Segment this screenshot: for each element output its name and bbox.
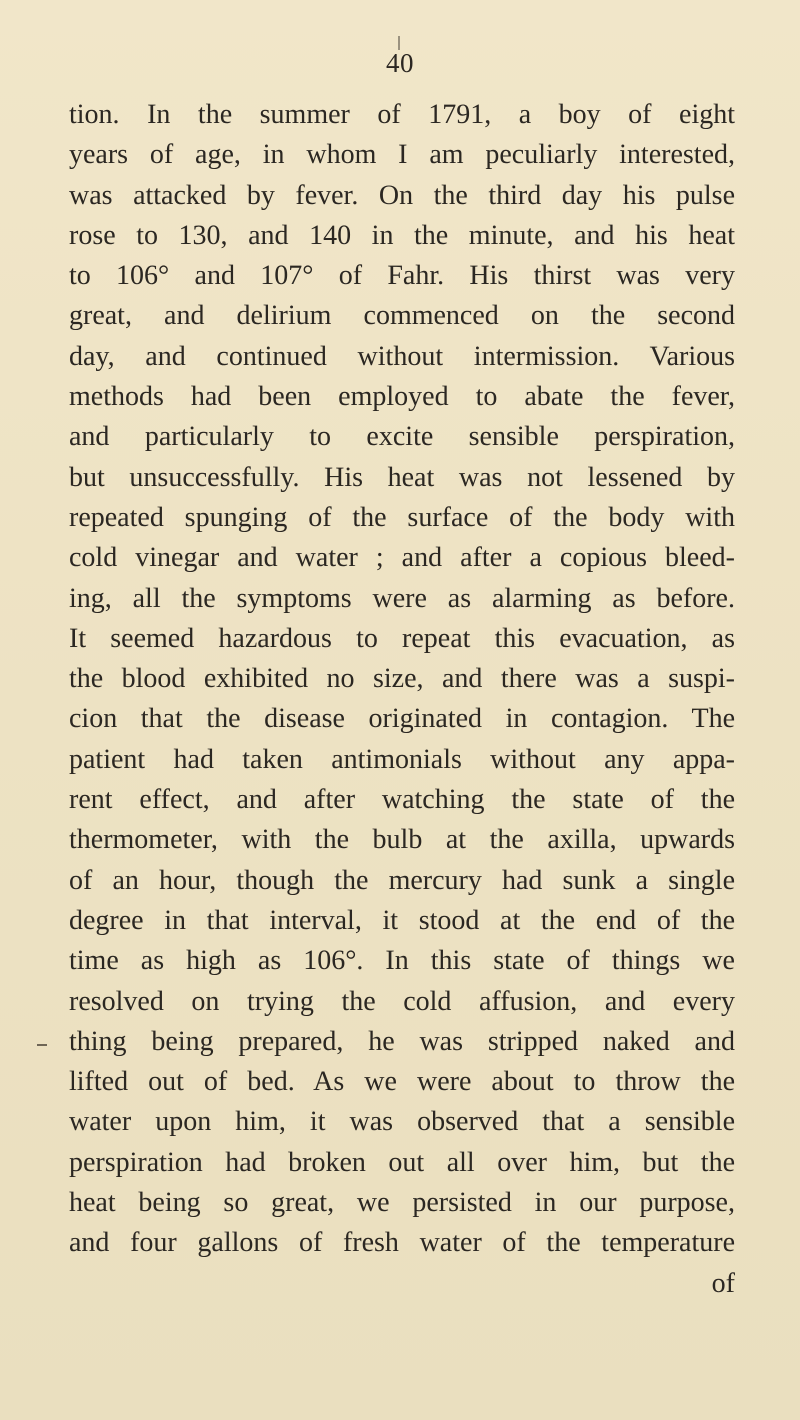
catchword: of <box>711 1267 735 1299</box>
text-line: It seemed hazardous to repeat this evacuation, as <box>69 622 735 654</box>
text-line: rent effect, and after watching the state of the <box>69 784 735 816</box>
text-line: years of age, in whom I am peculiarly interested, <box>69 139 735 171</box>
page-number: 40 <box>386 48 414 78</box>
text-line: but unsuccessfully. His heat was not lessened by <box>69 461 735 493</box>
text-line: was attacked by fever. On the third day his pulse <box>69 179 735 211</box>
text-line: tion. In the summer of 1791, a boy of eight <box>69 99 735 130</box>
text-line: time as high as 106°. In this state of things we <box>69 945 735 977</box>
text-line: cold vinegar and water ; and after a copious bleed- <box>69 542 735 574</box>
text-line: water upon him, it was observed that a sensible <box>69 1106 735 1138</box>
text-line: heat being so great, we persisted in our purpose, <box>69 1187 735 1219</box>
text-line: rose to 130, and 140 in the minute, and his heat <box>69 219 735 251</box>
text-line: thermometer, with the bulb at the axilla, upwards <box>69 824 735 856</box>
text-line: and four gallons of fresh water of the temperature <box>69 1227 735 1259</box>
text-line: patient had taken antimonials without any appa- <box>69 743 735 775</box>
text-line: degree in that interval, it stood at the end of the <box>69 904 735 936</box>
text-line: the blood exhibited no size, and there was a suspi- <box>69 663 735 695</box>
text-line: thing being prepared, he was stripped naked and <box>69 1025 735 1057</box>
text-line: to 106° and 107° of Fahr. His thirst was very <box>69 260 735 292</box>
text-line: perspiration had broken out all over him, but the <box>69 1146 735 1178</box>
text-line: day, and continued without intermission. Various <box>69 340 735 372</box>
text-line: lifted out of bed. As we were about to throw the <box>69 1066 735 1098</box>
text-line: repeated spunging of the surface of the body with <box>69 501 735 533</box>
text-line: of an hour, though the mercury had sunk a single <box>69 864 735 896</box>
text-line: cion that the disease originated in contagion. The <box>69 703 735 735</box>
body-text <box>69 95 735 1304</box>
text-line: methods had been employed to abate the fever, <box>69 381 735 413</box>
margin-dash-mark <box>37 1044 47 1046</box>
text-line: and particularly to excite sensible perspiration, <box>69 421 735 453</box>
text-line: ing, all the symptoms were as alarming as before. <box>69 582 735 614</box>
text-line: resolved on trying the cold affusion, and every <box>69 985 735 1017</box>
text-line: great, and delirium commenced on the second <box>69 300 735 332</box>
